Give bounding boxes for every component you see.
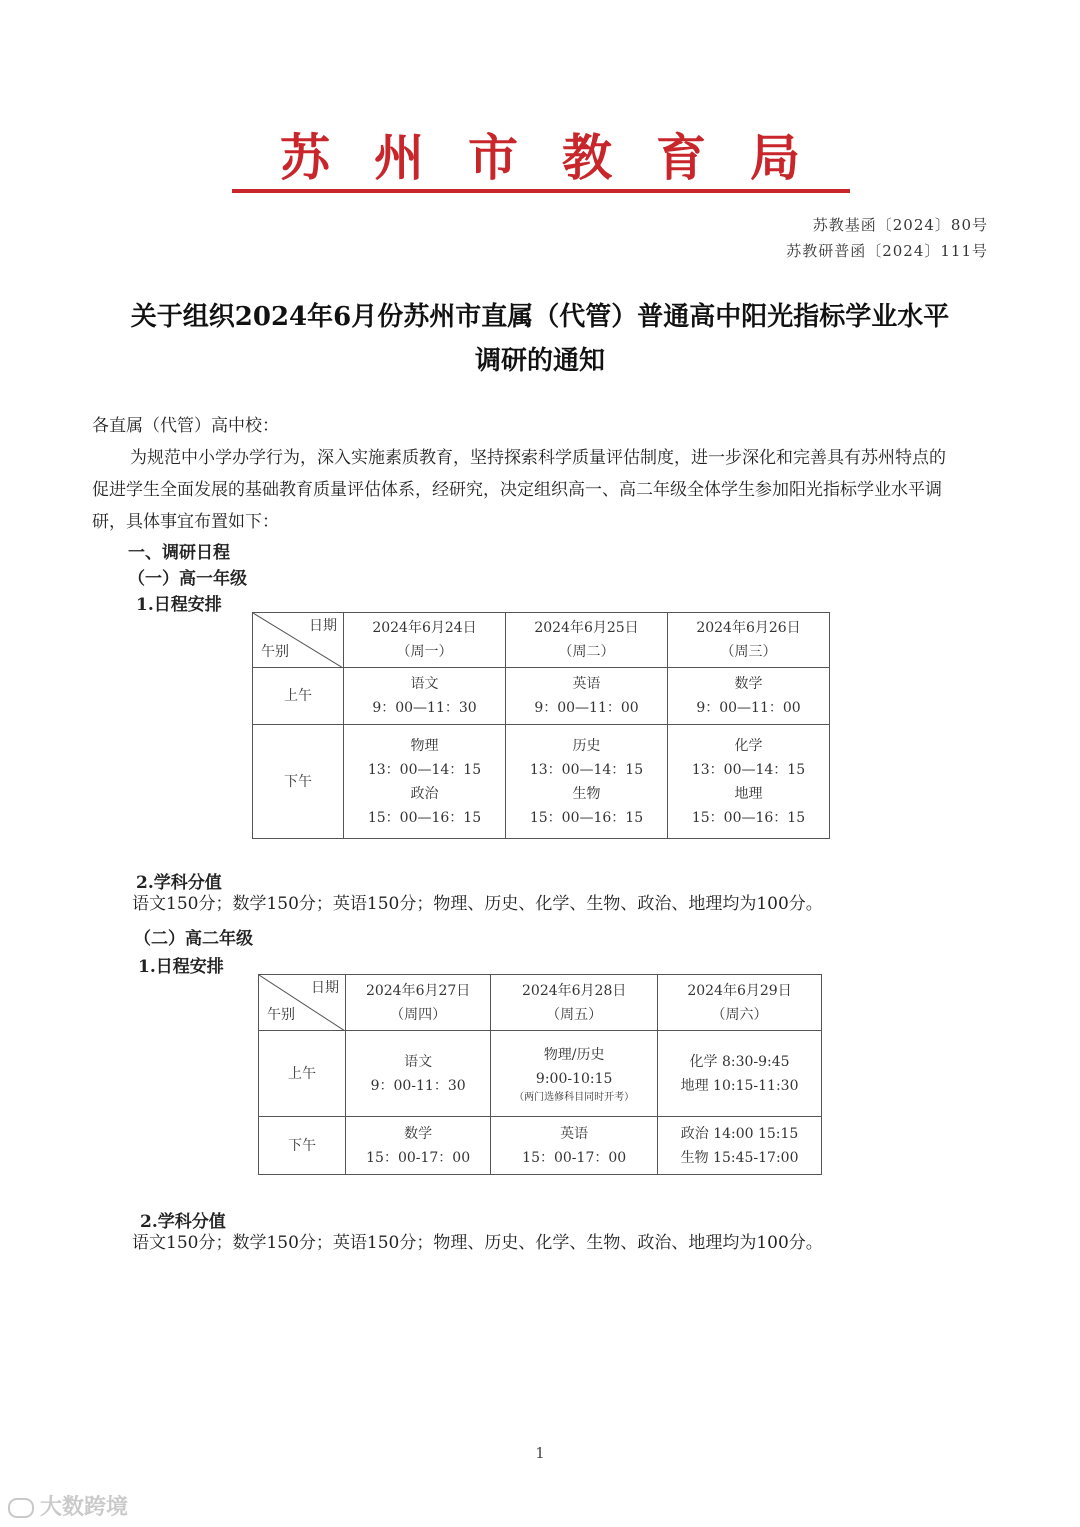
notice-title-line1: 关于组织2024年6月份苏州市直属（代管）普通高中阳光指标学业水平 xyxy=(130,302,950,332)
watermark xyxy=(8,1490,128,1521)
table1-date-header-1: 2024年6月24日 （周一） xyxy=(344,613,506,668)
grade-1-score-text: 语文150分；数学150分；英语150分；物理、历史、化学、生物、政治、地理均为100分。 xyxy=(132,894,823,914)
paragraph-1-line-2: 促进学生全面发展的基础教育质量评估体系，经研究，决定组织高一、高二年级全体学生参加阳光指标学业水平调 xyxy=(92,480,942,500)
watermark-text: 大数跨境 xyxy=(40,1495,129,1520)
salutation: 各直属（代管）高中校： xyxy=(92,416,279,436)
table2-am-cell-2: 物理/历史 9:00-10:15 （两门选修科目同时开考） xyxy=(491,1031,658,1117)
table1-pm-label: 下午 xyxy=(253,725,344,839)
table2-am-cell-3: 化学 8:30-9:45 地理 10:15-11:30 xyxy=(658,1031,822,1117)
table1-pm-cell-2: 历史 13：00—14：15 生物 15：00—16：15 xyxy=(506,725,668,839)
table1-corner-cell xyxy=(253,613,344,668)
corner-date-label: 日期 xyxy=(309,618,337,634)
table2-pm-cell-3: 政治 14:00 15:15 生物 15:45-17:00 xyxy=(658,1117,822,1175)
grade-2-heading: （二）高二年级 xyxy=(134,929,253,949)
table1-am-cell-2: 英语 9：00—11：00 xyxy=(506,668,668,725)
grade-1-schedule-table xyxy=(252,612,830,839)
grade-1-heading: （一）高一年级 xyxy=(128,569,247,589)
table1-pm-cell-3: 化学 13：00—14：15 地理 15：00—16：15 xyxy=(668,725,830,839)
table2-am-cell-1: 语文 9：00-11：30 xyxy=(346,1031,491,1117)
table1-am-cell-1: 语文 9：00—11：30 xyxy=(344,668,506,725)
grade-1-score-heading: 2.学科分值 xyxy=(136,873,222,893)
paragraph-1-line-3: 研，具体事宜布置如下： xyxy=(92,512,279,532)
paragraph-1-line-1: 为规范中小学办学行为，深入实施素质教育，坚持探索科学质量评估制度，进一步深化和完善具有苏州特点的 xyxy=(130,448,946,468)
table2-date-header-2: 2024年6月28日 （周五） xyxy=(491,975,658,1031)
letterhead-red-rule xyxy=(232,189,850,193)
document-number-2: 苏教研普函〔2024〕111号 xyxy=(786,242,988,260)
table1-pm-cell-1: 物理 13：00—14：15 政治 15：00—16：15 xyxy=(344,725,506,839)
table2-corner-cell xyxy=(259,975,346,1031)
elective-note: （两门选修科目同时开考） xyxy=(514,1091,635,1103)
table1-date-header-3: 2024年6月26日 （周三） xyxy=(668,613,830,668)
document-number-1: 苏教基函〔2024〕80号 xyxy=(812,216,988,234)
grade-2-score-heading: 2.学科分值 xyxy=(140,1212,226,1232)
table2-date-header-1: 2024年6月27日 （周四） xyxy=(346,975,491,1031)
table2-pm-label: 下午 xyxy=(259,1117,346,1175)
section-1-heading: 一、调研日程 xyxy=(128,543,230,563)
watermark-logo-icon xyxy=(8,1498,34,1518)
page-number: 1 xyxy=(535,1444,545,1462)
grade-1-schedule-heading: 1.日程安排 xyxy=(136,595,222,615)
corner-period-label: 午别 xyxy=(267,1007,295,1023)
grade-2-schedule-table xyxy=(258,974,822,1175)
grade-2-score-text: 语文150分；数学150分；英语150分；物理、历史、化学、生物、政治、地理均为100分。 xyxy=(132,1233,823,1253)
table2-date-header-3: 2024年6月29日 （周六） xyxy=(658,975,822,1031)
notice-title-line2: 调研的通知 xyxy=(474,346,605,376)
corner-date-label: 日期 xyxy=(311,980,339,996)
table1-am-cell-3: 数学 9：00—11：00 xyxy=(668,668,830,725)
table1-am-label: 上午 xyxy=(253,668,344,725)
letterhead-title: 苏州市教育局 xyxy=(280,128,844,187)
table2-pm-cell-1: 数学 15：00-17：00 xyxy=(346,1117,491,1175)
table1-date-header-2: 2024年6月25日 （周二） xyxy=(506,613,668,668)
table2-am-label: 上午 xyxy=(259,1031,346,1117)
table2-pm-cell-2: 英语 15：00-17：00 xyxy=(491,1117,658,1175)
corner-period-label: 午别 xyxy=(261,644,289,660)
grade-2-schedule-heading: 1.日程安排 xyxy=(138,957,224,977)
